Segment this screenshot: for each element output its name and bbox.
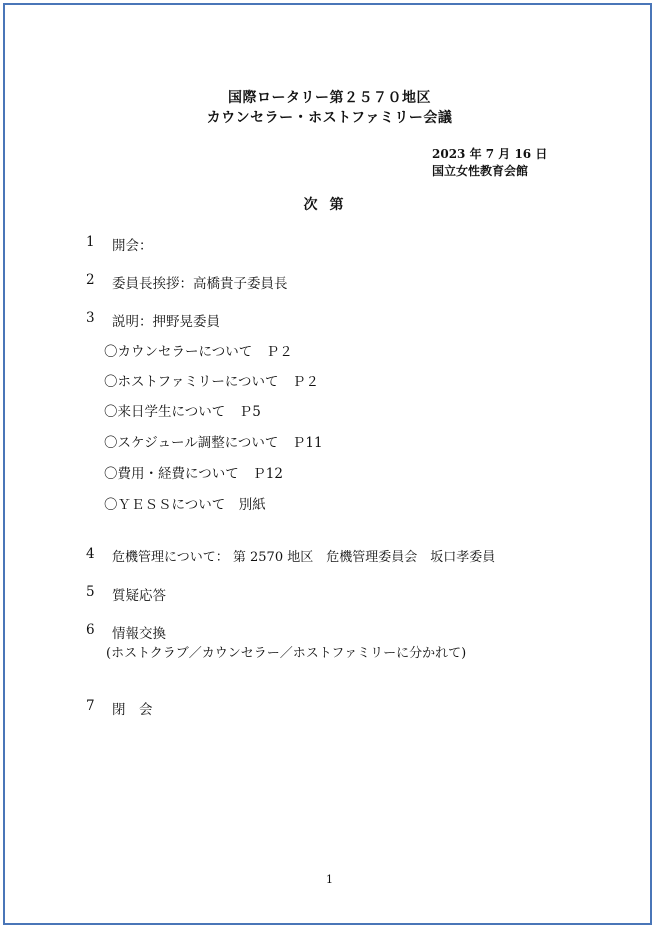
agenda-item-7-text: 閉 会 xyxy=(112,702,153,718)
agenda-item-6-number: 6 xyxy=(86,622,95,638)
agenda-subitem: 〇来日学生について Ｐ5 xyxy=(104,404,261,420)
agenda-item-7-number: 7 xyxy=(86,698,95,714)
agenda-item-6-text: 情報交換 xyxy=(112,626,166,642)
agenda-subitem: 〇ＹＥＳＳについて 別紙 xyxy=(104,497,266,513)
agenda-item-2-text: 委員長挨拶：高橋貴子委員長 xyxy=(112,276,288,292)
agenda-item-2-number: 2 xyxy=(86,272,95,288)
agenda-item-4-number: 4 xyxy=(86,546,95,562)
agenda-item-6-note: (ホストクラブ／カウンセラー／ホストファミリーに分かれて) xyxy=(106,646,467,661)
agenda-item-5-text: 質疑応答 xyxy=(112,588,166,604)
meeting-venue: 国立女性教育会館 xyxy=(432,164,529,178)
meeting-date: 2023 年 7 月 16 日 xyxy=(432,147,548,161)
agenda-subitem: 〇スケジュール調整について Ｐ11 xyxy=(104,435,323,451)
document-title-line2: カウンセラー・ホストファミリー会議 xyxy=(206,110,453,126)
agenda-subitem: 〇費用・経費について Ｐ12 xyxy=(104,466,283,482)
agenda-item-5-number: 5 xyxy=(86,584,95,600)
agenda-item-3-number: 3 xyxy=(86,310,95,326)
page-number: 1 xyxy=(326,873,333,886)
agenda-item-3-text: 説明：押野晃委員 xyxy=(112,314,220,330)
agenda-item-1-number: 1 xyxy=(86,234,95,250)
agenda-item-4-text: 危機管理について： 第 2570 地区 危機管理委員会 坂口孝委員 xyxy=(112,550,496,565)
agenda-item-1-text: 開会： xyxy=(112,238,153,254)
agenda-heading: 次第 xyxy=(303,197,356,213)
document-page xyxy=(3,3,652,925)
agenda-subitem: 〇ホストファミリーについて Ｐ２ xyxy=(104,374,320,390)
agenda-subitem: 〇カウンセラーについて Ｐ２ xyxy=(104,344,293,360)
document-title-line1: 国際ロータリー第２５７０地区 xyxy=(228,90,431,106)
